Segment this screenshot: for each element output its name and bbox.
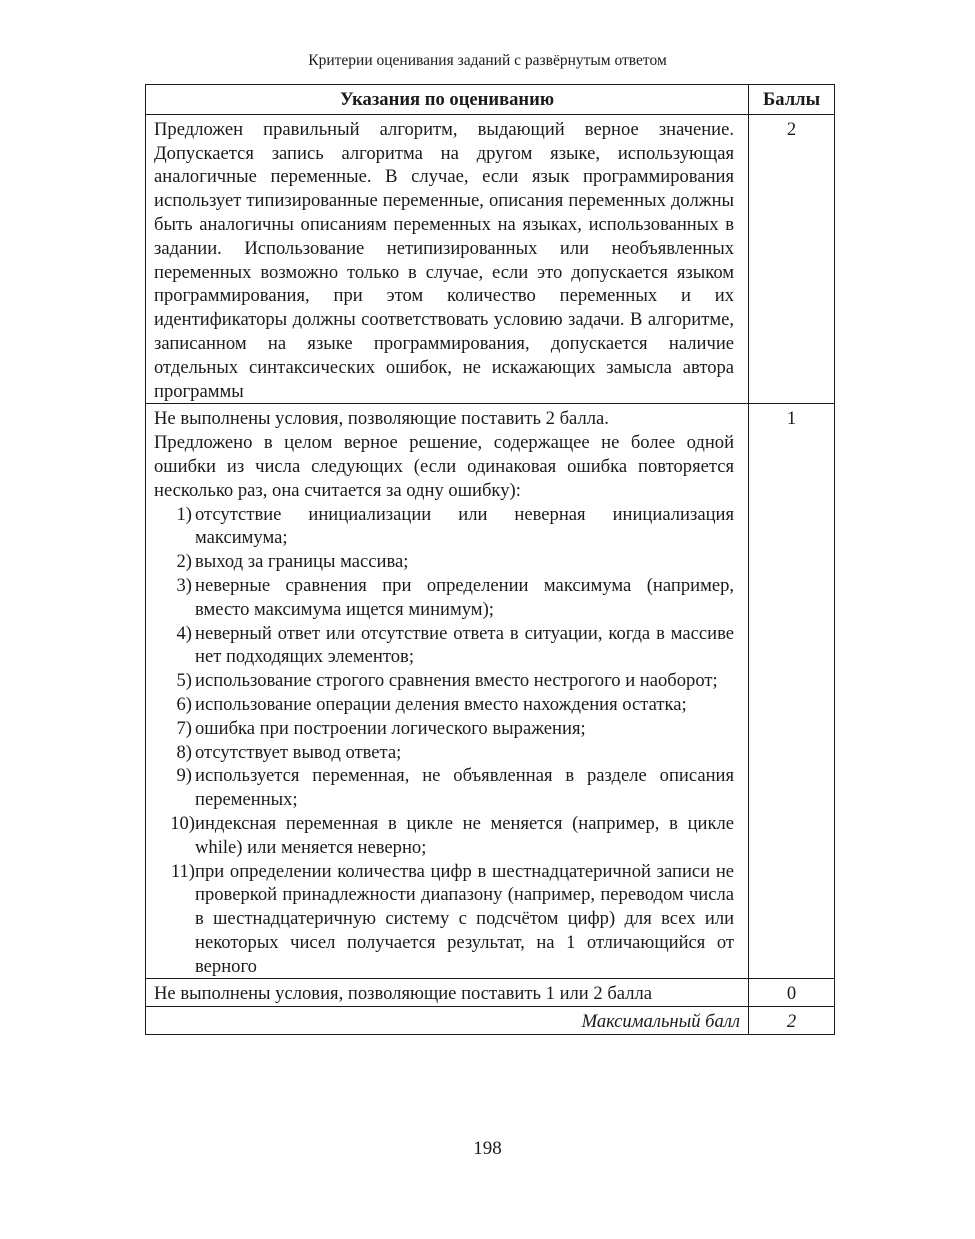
header-instructions: Указания по оцениванию bbox=[146, 85, 749, 115]
list-item-text: ошибка при построении логического выражения; bbox=[195, 717, 586, 739]
list-item-number: 9) bbox=[176, 765, 192, 787]
table-row-score-0 bbox=[146, 979, 835, 1007]
criteria-table bbox=[145, 84, 835, 1035]
score-value-2: 2 bbox=[749, 114, 835, 404]
max-score-value: 2 bbox=[749, 1007, 835, 1035]
list-item-text: неверные сравнения при определении максимума (например, вместо максимума ищется минимум); bbox=[195, 574, 735, 620]
criteria-intro-1: Не выполнены условия, позволяющие поставить 2 балла. bbox=[154, 408, 609, 430]
list-item bbox=[154, 669, 734, 693]
page-number: 198 bbox=[473, 1138, 502, 1159]
list-item bbox=[154, 764, 734, 812]
list-item bbox=[154, 860, 734, 979]
error-list bbox=[154, 503, 734, 979]
score-value-0: 0 bbox=[749, 979, 835, 1007]
list-item-number: 2) bbox=[176, 551, 192, 573]
list-item-text: при определении количества цифр в шестнадцатеричной записи не проверкой принадлежности диапазону (например, переводом числа в шестнадцатеричную систему с подсчётом цифр) для всех или некоторых чисел получается результат, на 1 отличающийся от верного bbox=[195, 860, 735, 977]
table-row-score-2 bbox=[146, 114, 835, 404]
list-item-number: 6) bbox=[176, 693, 192, 715]
criteria-intro-2: Предложено в целом верное решение, содержащее не более одной ошибки из числа следующих (если одинаковая ошибка повторяется несколько раз, она считается за одну ошибку): bbox=[154, 432, 735, 501]
list-item bbox=[154, 622, 734, 670]
list-item bbox=[154, 503, 734, 551]
score-value-1: 1 bbox=[749, 404, 835, 979]
table-row-max-score bbox=[146, 1007, 835, 1035]
table-row-score-1 bbox=[146, 404, 835, 979]
list-item bbox=[154, 812, 734, 860]
list-item bbox=[154, 550, 734, 574]
list-item-text: индексная переменная в цикле не меняется (например, в цикле while) или меняется неверно; bbox=[195, 812, 735, 858]
list-item bbox=[154, 717, 734, 741]
list-item-number: 7) bbox=[176, 717, 192, 739]
max-score-label: Максимальный балл bbox=[146, 1007, 749, 1035]
list-item bbox=[154, 741, 734, 765]
list-item-number: 10) bbox=[170, 812, 195, 834]
list-item-text: неверный ответ или отсутствие ответа в ситуации, когда в массиве нет подходящих элементов; bbox=[195, 622, 735, 668]
list-item-number: 11) bbox=[170, 860, 195, 882]
table-header-row bbox=[146, 85, 835, 115]
header-score: Баллы bbox=[749, 85, 835, 115]
list-item-number: 8) bbox=[176, 741, 192, 763]
criteria-text-score-2: Предложен правильный алгоритм, выдающий верное значение. Допускается запись алгоритма на другом языке, использующая аналогичные переменные. В случае, если язык программирования использует типизированные переменные, описания переменных должны быть аналогичны описаниям переменных на языках, использованных в задании. Использование нетипизированных или необъявленных переменных возможно только в случае, если это допускается языком программирования, при этом количество переменных и их идентификаторы должны соответствовать условию задачи. В алгоритме, записанном на языке программирования, допускается наличие отдельных синтаксических ошибок, не искажающих замысла автора программы bbox=[146, 114, 749, 404]
list-item-text: отсутствует вывод ответа; bbox=[195, 741, 402, 763]
list-item bbox=[154, 693, 734, 717]
list-item-text: выход за границы массива; bbox=[195, 551, 409, 573]
list-item-text: используется переменная, не объявленная в разделе описания переменных; bbox=[195, 765, 735, 811]
criteria-text-score-0: Не выполнены условия, позволяющие поставить 1 или 2 балла bbox=[146, 979, 749, 1007]
list-item bbox=[154, 574, 734, 622]
running-header: Критерии оценивания заданий с развёрнутым ответом bbox=[308, 52, 667, 69]
list-item-text: использование строгого сравнения вместо нестрогого и наоборот; bbox=[195, 670, 718, 692]
list-item-number: 4) bbox=[176, 622, 192, 644]
criteria-cell-score-1 bbox=[146, 404, 749, 979]
list-item-text: отсутствие инициализации или неверная инициализация максимума; bbox=[195, 503, 735, 549]
list-item-number: 1) bbox=[176, 503, 192, 525]
list-item-text: использование операции деления вместо нахождения остатка; bbox=[195, 693, 687, 715]
list-item-number: 5) bbox=[176, 670, 192, 692]
list-item-number: 3) bbox=[176, 574, 192, 596]
